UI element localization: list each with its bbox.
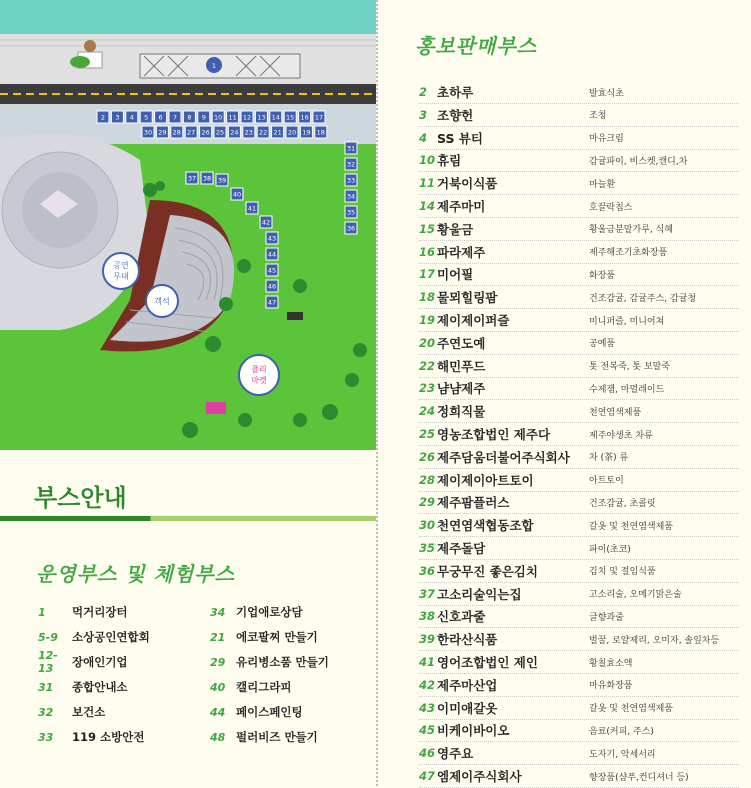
vendor-name: 황울금 bbox=[437, 221, 474, 237]
vendor-number: 28 bbox=[419, 472, 436, 487]
vendor-number: 39 bbox=[419, 632, 436, 647]
booth-number: 12-13 bbox=[38, 649, 58, 675]
map-booth-label: 7 bbox=[172, 113, 178, 122]
booth-name: 119 소방안전 bbox=[72, 730, 145, 744]
map-booth-label: 38 bbox=[202, 174, 212, 183]
vendor-row bbox=[419, 355, 739, 378]
vendor-product: 천연염색제품 bbox=[589, 407, 642, 418]
vendor-row bbox=[419, 651, 739, 674]
map-booth-label: 26 bbox=[201, 128, 210, 137]
vendor-name: 해민푸드 bbox=[437, 358, 486, 374]
booth-name: 먹거리장터 bbox=[72, 605, 128, 619]
map-booth-label: 5 bbox=[144, 113, 149, 122]
booth-name: 에코팔찌 만들기 bbox=[236, 630, 318, 644]
map-booth-label: 30 bbox=[143, 128, 153, 137]
vendor-number: 46 bbox=[419, 746, 436, 761]
booth-name: 소상공인연합회 bbox=[72, 630, 150, 644]
booth-number: 21 bbox=[210, 630, 226, 644]
vendor-row bbox=[419, 377, 739, 400]
vendor-number: 22 bbox=[419, 358, 436, 373]
map-booth-label: 2 bbox=[100, 113, 106, 122]
stage-label-2: 무대 bbox=[113, 272, 129, 281]
booth-name: 유리병소품 만들기 bbox=[236, 655, 329, 669]
vendor-name: 물뫼힐링팜 bbox=[437, 290, 498, 306]
vendor-name: 제주마산업 bbox=[437, 677, 498, 693]
vendor-row bbox=[419, 218, 739, 241]
map-booth-label: 6 bbox=[158, 113, 163, 122]
vendor-number: 3 bbox=[419, 107, 428, 122]
map-booth-label: 23 bbox=[244, 128, 253, 137]
vendor-product: 파이(초코) bbox=[589, 544, 631, 555]
vendor-number: 16 bbox=[419, 244, 436, 259]
booth-number: 29 bbox=[210, 655, 226, 669]
vendor-product: 고소리술, 오메기맑은술 bbox=[589, 590, 682, 601]
vendor-row bbox=[419, 332, 739, 355]
vendor-name: 거북이식품 bbox=[437, 176, 498, 192]
map-booth-label: 13 bbox=[257, 113, 266, 122]
vendor-row bbox=[419, 127, 739, 150]
map-booth-label: 43 bbox=[267, 234, 277, 243]
vendor-number: 19 bbox=[419, 313, 436, 327]
map-booth-label: 37 bbox=[187, 174, 197, 183]
vendor-name: 한라산식품 bbox=[437, 632, 498, 648]
vendor-number: 14 bbox=[419, 199, 436, 213]
map-booth-label: 3 bbox=[115, 113, 120, 122]
vendor-row bbox=[419, 241, 739, 264]
vendor-row bbox=[419, 400, 739, 423]
vendor-number: 36 bbox=[419, 563, 436, 578]
vendor-number: 15 bbox=[419, 221, 436, 236]
seats-label: 객석 bbox=[154, 297, 170, 306]
map-booth-label: 36 bbox=[346, 224, 356, 233]
map-booth-label: 20 bbox=[287, 128, 297, 137]
booth-number: 31 bbox=[38, 680, 54, 694]
map-booth-label: 18 bbox=[316, 128, 325, 137]
vendor-product: 향장품(샴푸,컨디셔너 등) bbox=[589, 772, 689, 783]
map-booth-label: 14 bbox=[271, 113, 280, 122]
vendor-product: 벌꿀, 로얄제리, 오미자, 솔잎차등 bbox=[589, 635, 720, 646]
map-booth-label: 25 bbox=[215, 128, 225, 137]
vendor-product: 제주야생초 차류 bbox=[589, 430, 653, 441]
map-booth-label: 47 bbox=[267, 298, 277, 307]
map-booth-label: 33 bbox=[346, 176, 356, 185]
vendor-row bbox=[419, 583, 739, 606]
vendor-name: 제이제이아트토이 bbox=[437, 472, 534, 488]
vendor-row bbox=[419, 674, 739, 697]
vendor-number: 26 bbox=[419, 449, 436, 464]
section-title: 부스안내 bbox=[34, 484, 127, 512]
map-booth-label: 21 bbox=[273, 128, 282, 137]
vendor-number: 41 bbox=[419, 655, 436, 669]
map-booth-label: 32 bbox=[346, 160, 356, 169]
map-booth-label: 44 bbox=[267, 250, 277, 259]
vendor-number: 43 bbox=[419, 700, 436, 715]
booth-number: 40 bbox=[210, 680, 226, 694]
vendor-row bbox=[419, 605, 739, 628]
vendor-name: 제주팜플러스 bbox=[437, 495, 510, 511]
map-booth-label: 11 bbox=[228, 113, 237, 122]
booth-info-row bbox=[210, 651, 329, 673]
vendor-product: 감귤파이, 비스켓,캔디,차 bbox=[589, 156, 688, 167]
vendor-row bbox=[419, 423, 739, 446]
vendor-name: 무궁무진 좋은김치 bbox=[437, 563, 538, 579]
booth-info-row bbox=[38, 626, 150, 648]
vendor-name: SS 뷰티 bbox=[437, 130, 483, 146]
vendor-product: 톳 전복죽, 톳 보말죽 bbox=[589, 362, 670, 373]
vendor-name: 조향헌 bbox=[437, 107, 474, 123]
vendor-product: 화장품 bbox=[589, 270, 616, 281]
vendor-number: 24 bbox=[419, 404, 436, 419]
left-subtitle: 운영부스 및 체험부스 bbox=[36, 562, 235, 586]
map-booth-label: 42 bbox=[261, 218, 271, 227]
right-page bbox=[379, 0, 751, 786]
right-subtitle: 홍보판매부스 bbox=[415, 34, 537, 58]
vendor-name: 제주담움더불어주식회사 bbox=[437, 449, 570, 465]
booth-number: 33 bbox=[38, 730, 54, 744]
map-booth-label: 22 bbox=[259, 128, 268, 137]
vendor-name: 고소리술익는집 bbox=[437, 586, 522, 602]
vendor-name: 엠제이주식회사 bbox=[437, 769, 522, 784]
vendor-number: 30 bbox=[419, 518, 436, 533]
map-booth-label: 29 bbox=[158, 128, 167, 137]
map-booth-label: 16 bbox=[300, 113, 309, 122]
vendor-number: 45 bbox=[419, 723, 436, 738]
vendor-product: 차 (茶) 류 bbox=[589, 453, 629, 464]
vendor-name: 미어필 bbox=[437, 267, 474, 283]
booth-info-row bbox=[38, 726, 144, 748]
map-booth-label: 41 bbox=[247, 204, 257, 213]
vendor-row bbox=[419, 719, 739, 742]
vendor-row bbox=[419, 514, 739, 537]
map-booth-label: 46 bbox=[267, 282, 277, 291]
booth-name: 장애인기업 bbox=[72, 655, 128, 669]
venue-map bbox=[0, 0, 376, 450]
vendor-name: 정희직물 bbox=[437, 404, 486, 420]
booth-number: 32 bbox=[38, 705, 54, 719]
vendor-row bbox=[419, 628, 739, 651]
map-booth-label: 9 bbox=[201, 113, 206, 122]
booth-number: 48 bbox=[210, 730, 226, 744]
booth-info-row bbox=[38, 601, 128, 623]
flea-label-1: 플리 bbox=[251, 365, 267, 374]
vendor-row bbox=[419, 149, 739, 172]
booth-info-row bbox=[210, 726, 318, 748]
vendor-row bbox=[419, 309, 739, 332]
booth-info-row bbox=[38, 676, 128, 698]
vendor-product: 글향과줄 bbox=[589, 612, 624, 623]
vendor-row bbox=[419, 697, 739, 720]
vendor-product: 미니퍼즐, 미니어쳐 bbox=[589, 316, 665, 327]
map-booth-label: 31 bbox=[346, 144, 356, 153]
stage-label-1: 공연 bbox=[113, 261, 129, 270]
booth-info-row bbox=[210, 676, 292, 698]
map-booth-label: 17 bbox=[314, 113, 324, 122]
vendor-number: 10 bbox=[419, 153, 436, 168]
vendor-number: 17 bbox=[419, 267, 436, 282]
vendor-number: 25 bbox=[419, 427, 436, 441]
vendor-number: 42 bbox=[419, 677, 436, 692]
map-booth-label: 19 bbox=[302, 128, 311, 137]
vendor-product: 조청 bbox=[589, 111, 607, 122]
vendor-name: 파라제주 bbox=[437, 244, 486, 260]
booth-name: 종합안내소 bbox=[72, 680, 128, 694]
vendor-number: 11 bbox=[419, 176, 436, 191]
vendor-name: 영농조합법인 제주다 bbox=[437, 427, 551, 442]
vendor-name: 천연염색협동조합 bbox=[437, 518, 534, 534]
vendor-row bbox=[419, 491, 739, 514]
booth-info-row bbox=[38, 651, 128, 673]
vendor-product: 마유화장품 bbox=[589, 681, 633, 692]
booth-info-row bbox=[210, 626, 318, 648]
vendor-number: 37 bbox=[419, 586, 436, 601]
vendor-name: 휴림 bbox=[437, 153, 462, 169]
vendor-number: 47 bbox=[419, 769, 436, 783]
booth-info-row bbox=[210, 701, 303, 723]
vendor-product: 김치 및 절임식품 bbox=[589, 567, 656, 578]
map-booth-label: 12 bbox=[242, 113, 252, 122]
booth-name: 펄러비즈 만들기 bbox=[236, 730, 318, 744]
booth-name: 기업애로상담 bbox=[236, 605, 303, 619]
booth-number: 34 bbox=[210, 605, 226, 619]
vendor-name: 비케이바이오 bbox=[437, 723, 510, 739]
vendor-row bbox=[419, 104, 739, 127]
vendor-product: 수제잼, 마멀레이드 bbox=[589, 384, 665, 395]
vendor-name: 신호과줄 bbox=[437, 609, 486, 625]
map-booth-label: 28 bbox=[172, 128, 181, 137]
vendor-product: 갈옷 및 천연염색제품 bbox=[589, 704, 673, 715]
vendor-product: 호끌락칩스 bbox=[589, 202, 633, 213]
vendor-number: 35 bbox=[419, 541, 436, 555]
vendor-row bbox=[419, 81, 739, 104]
vendor-name: 이미애갈옷 bbox=[437, 700, 498, 716]
page-fold bbox=[376, 0, 378, 786]
vendor-product: 황울금분말가루, 식혜 bbox=[589, 225, 673, 236]
vendor-product: 갈옷 및 천연염색제품 bbox=[589, 521, 673, 532]
map-booth-label: 45 bbox=[267, 266, 277, 275]
vendor-product: 공예품 bbox=[589, 339, 616, 350]
left-page bbox=[0, 0, 376, 786]
vendor-name: 주연도예 bbox=[437, 335, 486, 351]
vendor-number: 38 bbox=[419, 609, 436, 624]
vendor-row bbox=[419, 560, 739, 583]
vendor-name: 제주마미 bbox=[437, 199, 486, 214]
map-booth-label: 24 bbox=[230, 128, 239, 137]
vendor-name: 제이제이퍼즐 bbox=[437, 313, 510, 328]
vendor-product: 음료(커피, 주스) bbox=[589, 726, 654, 737]
vendor-name: 영어조합법인 제인 bbox=[437, 655, 538, 670]
vendor-number: 18 bbox=[419, 290, 436, 305]
vendor-row bbox=[419, 286, 739, 309]
vendor-product: 발효식초 bbox=[589, 88, 624, 99]
map-booth-label: 10 bbox=[214, 113, 223, 122]
vendor-product: 도자기, 악세서리 bbox=[589, 749, 656, 760]
vendor-number: 2 bbox=[419, 85, 428, 99]
map-booth-label: 39 bbox=[217, 176, 227, 185]
vendor-number: 4 bbox=[419, 130, 428, 145]
vendor-name: 제주돌담 bbox=[437, 541, 486, 556]
flea-label-2: 마켓 bbox=[251, 376, 267, 385]
vendor-row bbox=[419, 263, 739, 286]
vendor-name: 초하루 bbox=[437, 85, 474, 100]
vendor-product: 제주해조기초화장품 bbox=[589, 248, 668, 259]
booth-number: 44 bbox=[210, 705, 226, 719]
vendor-number: 23 bbox=[419, 381, 436, 396]
vendor-row bbox=[419, 765, 739, 788]
vendor-number: 29 bbox=[419, 495, 436, 510]
vendor-row bbox=[419, 446, 739, 469]
vendor-row bbox=[419, 172, 739, 195]
booth-name: 페이스페인팅 bbox=[236, 705, 303, 719]
vendor-number: 20 bbox=[419, 335, 436, 350]
vendor-row bbox=[419, 469, 739, 492]
venue-map-graphic bbox=[0, 0, 376, 450]
booth-info-row bbox=[38, 701, 105, 723]
vendor-product: 건조감귤, 초콜릿 bbox=[589, 498, 656, 509]
booth-info-row bbox=[210, 601, 303, 623]
booth-number: 5-9 bbox=[38, 630, 58, 644]
vendor-name: 영주요 bbox=[437, 746, 474, 762]
map-booth-label: 27 bbox=[187, 128, 196, 137]
vendor-product: 건조감귤, 감귤주스, 감귤청 bbox=[589, 293, 697, 304]
vendor-row bbox=[419, 195, 739, 218]
map-booth-label: 35 bbox=[346, 208, 356, 217]
vendor-row bbox=[419, 537, 739, 560]
map-booth-1: 1 bbox=[211, 62, 217, 70]
vendor-product: 황칠효소액 bbox=[589, 658, 633, 669]
booth-name: 보건소 bbox=[72, 705, 106, 719]
section-divider bbox=[0, 516, 376, 521]
map-booth-label: 4 bbox=[129, 113, 134, 122]
vendor-name: 냠냠제주 bbox=[437, 381, 486, 397]
vendor-product: 아트토이 bbox=[589, 476, 624, 487]
map-booth-label: 40 bbox=[232, 190, 242, 199]
vendor-row bbox=[419, 742, 739, 765]
vendor-product: 마늘환 bbox=[589, 179, 616, 190]
map-booth-label: 8 bbox=[187, 113, 192, 122]
map-booth-label: 15 bbox=[286, 113, 295, 122]
booth-name: 캘리그라피 bbox=[236, 680, 292, 694]
map-booth-label: 34 bbox=[346, 192, 356, 201]
vendor-product: 마유크림 bbox=[589, 134, 624, 145]
booth-number: 1 bbox=[38, 605, 46, 619]
